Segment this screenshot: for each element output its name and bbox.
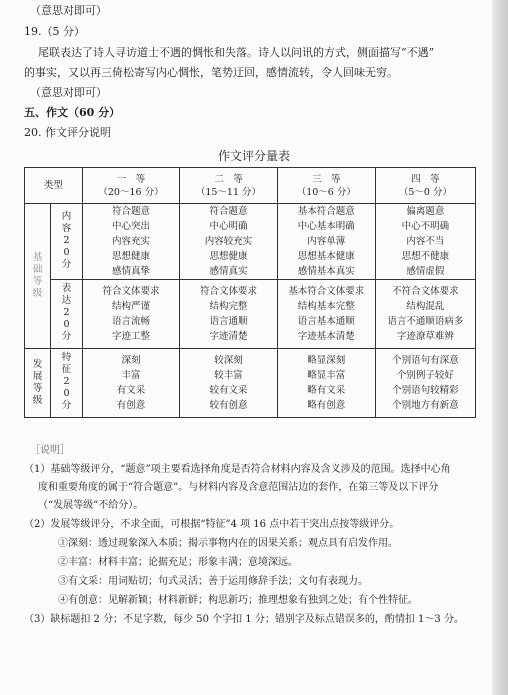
note-2-item-4: ④有创意：见解新颖；材料新鲜；构思新巧；推理想象有独到之处；有个性特征。 bbox=[58, 595, 418, 606]
note-2-item-2: ②丰富：材料丰富；论据充足；形象丰满；意境深远。 bbox=[58, 557, 298, 568]
expression-grade-1: 符合文体要求 结构严谨 语言流畅 字迹工整 bbox=[82, 280, 179, 349]
scoring-table bbox=[24, 167, 476, 418]
note-1-line-1: （1）基础等级评分，“题意”项主要看选择角度是否符合材料内容及含义涉及的范围。选择中心角 bbox=[24, 464, 451, 475]
header-grade-2: 二 等 （15～11 分） bbox=[180, 168, 277, 204]
note-1-line-3: （“发展等级”不给分）。 bbox=[38, 500, 144, 511]
content-grade-1: 符合题意 中心突出 内容充实 思想健康 感情真挚 bbox=[82, 204, 179, 280]
note-1-line-2: 度和重要角度的属于“符合题意”。与材料内容及含意范围沾边的套作，在第三等及以下评分 bbox=[38, 482, 439, 493]
page-edge-shadow bbox=[492, 0, 508, 695]
question-20-heading: 20. 作文评分说明 bbox=[24, 126, 111, 139]
expression-row bbox=[25, 280, 476, 349]
notes-heading: ［说明］ bbox=[30, 445, 70, 456]
development-level-label: 发展等级 bbox=[25, 349, 51, 418]
note-3: （3）缺标题扣 2 分；不足字数，每少 50 个字扣 1 分；错别字及标点错误多的，酌情扣 1～3 分。 bbox=[24, 614, 464, 625]
question-19-answer-line-1: 尾联表达了诗人寻访道士不遇的惆怅和失落。诗人以问讯的方式，侧面描写“不遇” bbox=[38, 46, 435, 59]
feature-grade-3: 略显深刻 略显丰富 略有文采 略有创意 bbox=[277, 349, 375, 418]
content-label: 内容20分 bbox=[51, 204, 82, 280]
question-19-answer-line-2: 的事实，又以再三倚松寄写内心惆怅，笔势迂回，感情流转，令人回味无穷。 bbox=[24, 66, 398, 79]
note-2: （2）发展等级评分，不求全面，可根据“特征”4 项 16 点中若干突出点按等级评分。 bbox=[24, 519, 400, 530]
feature-label: 特征20分 bbox=[51, 349, 82, 418]
question-19-number: 19.（5 分） bbox=[24, 25, 85, 38]
table-title: 作文评分量表 bbox=[217, 149, 290, 163]
expression-grade-4: 不符合文体要求 结构混乱 语言不通顺语病多 字迹潦草难辨 bbox=[375, 280, 475, 349]
content-grade-2: 符合题意 中心明确 内容较充实 思想健康 感情真实 bbox=[180, 204, 277, 280]
header-grade-4: 四 等 （5～0 分） bbox=[375, 168, 475, 204]
header-type: 类型 bbox=[25, 168, 83, 204]
expression-label: 表达20分 bbox=[51, 280, 82, 349]
basic-level-label: 基础等级 bbox=[25, 204, 51, 349]
feature-grade-1: 深刻 丰富 有文采 有创意 bbox=[82, 349, 179, 418]
answer-note: （意思对即可） bbox=[30, 4, 107, 17]
section-5-heading: 五、作文（60 分） bbox=[24, 106, 121, 119]
content-grade-4: 偏离题意 中心不明确 内容不当 思想不健康 感情虚假 bbox=[375, 204, 475, 280]
feature-grade-4: 个别语句有深意 个别例子较好 个别语句较精彩 个别地方有新意 bbox=[375, 349, 475, 418]
feature-row bbox=[25, 349, 476, 418]
header-grade-1: 一 等 （20～16 分） bbox=[82, 168, 179, 204]
expression-grade-3: 基本符合文体要求 结构基本完整 语言基本通顺 字迹基本清楚 bbox=[277, 280, 375, 349]
question-19-note: （意思对即可） bbox=[30, 86, 107, 99]
content-grade-3: 基本符合题意 中心基本明确 内容单薄 思想基本健康 感情基本真实 bbox=[277, 204, 375, 280]
note-2-item-1: ①深刻：透过现象深入本质；揭示事物内在的因果关系；观点具有启发作用。 bbox=[58, 538, 398, 549]
content-row bbox=[25, 204, 476, 280]
header-grade-3: 三 等 （10～6 分） bbox=[277, 168, 375, 204]
expression-grade-2: 符合文体要求 结构完整 语言通顺 字迹清楚 bbox=[180, 280, 277, 349]
feature-grade-2: 较深刻 较丰富 较有文采 较有创意 bbox=[180, 349, 277, 418]
table-header-row bbox=[25, 168, 476, 204]
note-2-item-3: ③有文采：用词贴切；句式灵活；善于运用修辞手法；文句有表现力。 bbox=[58, 576, 368, 587]
